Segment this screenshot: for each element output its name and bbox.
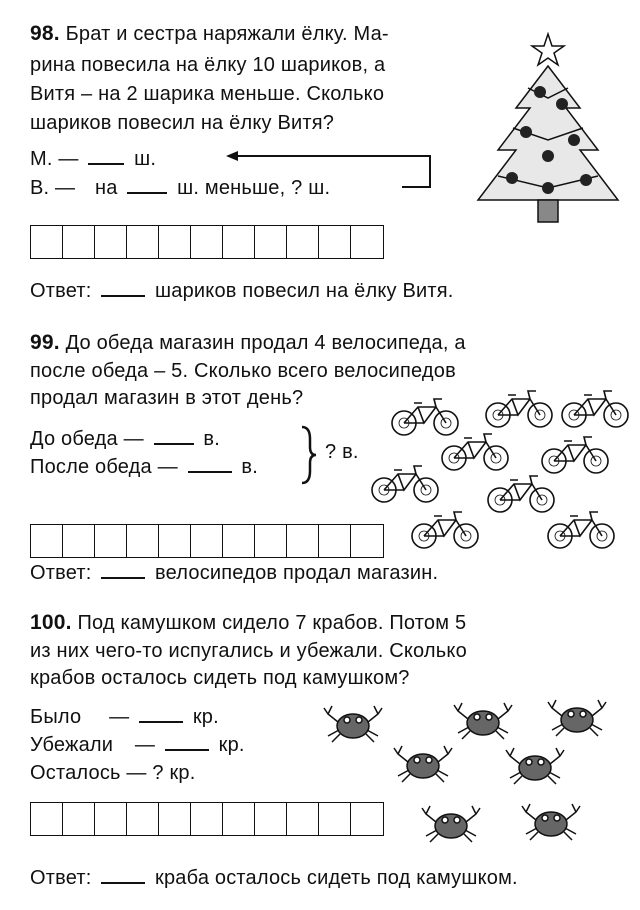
crab-icon bbox=[520, 798, 582, 846]
grid-cell[interactable] bbox=[255, 525, 287, 557]
problem-text-line: рина повесила на ёлку 10 шариков, а bbox=[30, 54, 386, 76]
row-unit: в. bbox=[241, 456, 258, 478]
grid-cell[interactable] bbox=[255, 226, 287, 258]
christmas-tree-icon bbox=[468, 28, 628, 238]
row-label: После обеда — bbox=[30, 456, 178, 478]
crab-icon bbox=[322, 700, 384, 748]
row-label: До обеда — bbox=[30, 428, 144, 450]
text-segment: Под камушком сидело 7 крабов. Потом 5 bbox=[77, 612, 467, 634]
answer-blank[interactable] bbox=[165, 748, 209, 751]
bicycle-icon bbox=[560, 387, 630, 431]
grid-cell[interactable] bbox=[31, 226, 63, 258]
grid-cell[interactable] bbox=[31, 525, 63, 557]
bicycle-icon bbox=[484, 387, 554, 431]
problem-text-line bbox=[30, 611, 466, 635]
bicycle-icon bbox=[370, 462, 440, 506]
grid-cell[interactable] bbox=[127, 525, 159, 557]
grid-cell[interactable] bbox=[191, 525, 223, 557]
grid-cell[interactable] bbox=[351, 226, 383, 258]
grid-cell[interactable] bbox=[63, 803, 95, 835]
answer-blank[interactable] bbox=[139, 720, 183, 723]
row-label: В. — bbox=[30, 177, 76, 199]
short-note-row: Осталось — ? кр. bbox=[30, 762, 196, 784]
grid-cell[interactable] bbox=[127, 803, 159, 835]
problem-text-line: шариков повесил на ёлку Витя? bbox=[30, 112, 335, 134]
short-note-row bbox=[30, 455, 258, 479]
grid-cell[interactable] bbox=[351, 525, 383, 557]
grid-cell[interactable] bbox=[95, 525, 127, 557]
problem-text-line: после обеда – 5. Сколько всего велосипедов bbox=[30, 360, 456, 382]
row-unit: ш. меньше, ? ш. bbox=[177, 177, 331, 199]
grid-cell[interactable] bbox=[287, 803, 319, 835]
problem-number: 100. bbox=[30, 611, 72, 634]
grid-cell[interactable] bbox=[319, 226, 351, 258]
row-unit: ш. bbox=[134, 148, 157, 170]
grid-cell[interactable] bbox=[159, 803, 191, 835]
answer-suffix: шариков повесил на ёлку Витя. bbox=[155, 280, 454, 302]
grid-cell[interactable] bbox=[31, 803, 63, 835]
answer-prefix: Ответ: bbox=[30, 867, 92, 889]
answer-line bbox=[30, 279, 454, 303]
grid-cell[interactable] bbox=[351, 803, 383, 835]
answer-blank[interactable] bbox=[154, 442, 194, 445]
grid-cell[interactable] bbox=[255, 803, 287, 835]
answer-blank[interactable] bbox=[101, 294, 145, 297]
answer-line bbox=[30, 866, 518, 890]
answer-suffix: краба осталось сидеть под камушком. bbox=[155, 867, 518, 889]
crab-icon bbox=[452, 697, 514, 745]
grid-cell[interactable] bbox=[127, 226, 159, 258]
answer-prefix: Ответ: bbox=[30, 562, 92, 584]
bicycle-icon bbox=[546, 508, 616, 552]
problem-number: 99. bbox=[30, 331, 60, 354]
grid-cell[interactable] bbox=[223, 525, 255, 557]
grid-cell[interactable] bbox=[63, 226, 95, 258]
grid-cell[interactable] bbox=[63, 525, 95, 557]
row-label: М. — bbox=[30, 148, 79, 170]
short-note-row: Было — кр. bbox=[30, 706, 219, 728]
bicycle-icon bbox=[540, 433, 610, 477]
grid-cell[interactable] bbox=[191, 803, 223, 835]
answer-prefix: Ответ: bbox=[30, 280, 92, 302]
bicycle-icon bbox=[410, 508, 480, 552]
problem-text-line: из них чего-то испугались и убежали. Сколько bbox=[30, 640, 467, 662]
row-unit: кр. bbox=[218, 734, 245, 756]
problem-text-line bbox=[30, 331, 466, 355]
problem-number: 98. bbox=[30, 22, 60, 45]
row-prefix: на bbox=[95, 177, 118, 199]
answer-line bbox=[30, 561, 438, 585]
row-label: Убежали bbox=[30, 734, 114, 756]
problem-text-line: Витя – на 2 шарика меньше. Сколько bbox=[30, 83, 385, 105]
crab-icon bbox=[546, 694, 608, 742]
grid-cell[interactable] bbox=[287, 226, 319, 258]
grid-cell[interactable] bbox=[159, 226, 191, 258]
answer-grid[interactable] bbox=[30, 802, 384, 836]
grid-cell[interactable] bbox=[191, 226, 223, 258]
answer-grid[interactable] bbox=[30, 524, 384, 558]
row-unit: в. bbox=[203, 428, 220, 450]
grid-cell[interactable] bbox=[223, 226, 255, 258]
answer-suffix: велосипедов продал магазин. bbox=[155, 562, 439, 584]
problem-text-line: продал магазин в этот день? bbox=[30, 387, 304, 409]
grid-cell[interactable] bbox=[95, 226, 127, 258]
grid-cell[interactable] bbox=[287, 525, 319, 557]
row-unit: кр. bbox=[192, 706, 219, 728]
row-label: Было bbox=[30, 706, 82, 728]
brace-question: ? в. bbox=[325, 441, 359, 463]
answer-blank[interactable] bbox=[101, 881, 145, 884]
answer-blank[interactable] bbox=[101, 576, 145, 579]
grid-cell[interactable] bbox=[319, 803, 351, 835]
text-segment: Брат и сестра наряжали ёлку. Ма- bbox=[65, 23, 389, 45]
grid-cell[interactable] bbox=[223, 803, 255, 835]
curly-brace-icon bbox=[298, 425, 318, 485]
bicycle-icon bbox=[440, 430, 510, 474]
crab-icon bbox=[420, 800, 482, 848]
grid-cell[interactable] bbox=[319, 525, 351, 557]
grid-cell[interactable] bbox=[159, 525, 191, 557]
short-note-row: Убежали — кр. bbox=[30, 734, 245, 756]
short-note-row bbox=[30, 427, 220, 451]
answer-blank[interactable] bbox=[188, 470, 232, 473]
text-segment: До обеда магазин продал 4 велосипеда, а bbox=[65, 332, 466, 354]
crab-icon bbox=[392, 740, 454, 788]
answer-grid[interactable] bbox=[30, 225, 384, 259]
grid-cell[interactable] bbox=[95, 803, 127, 835]
problem-text-line: крабов осталось сидеть под камушком? bbox=[30, 667, 410, 689]
crab-icon bbox=[504, 742, 566, 790]
